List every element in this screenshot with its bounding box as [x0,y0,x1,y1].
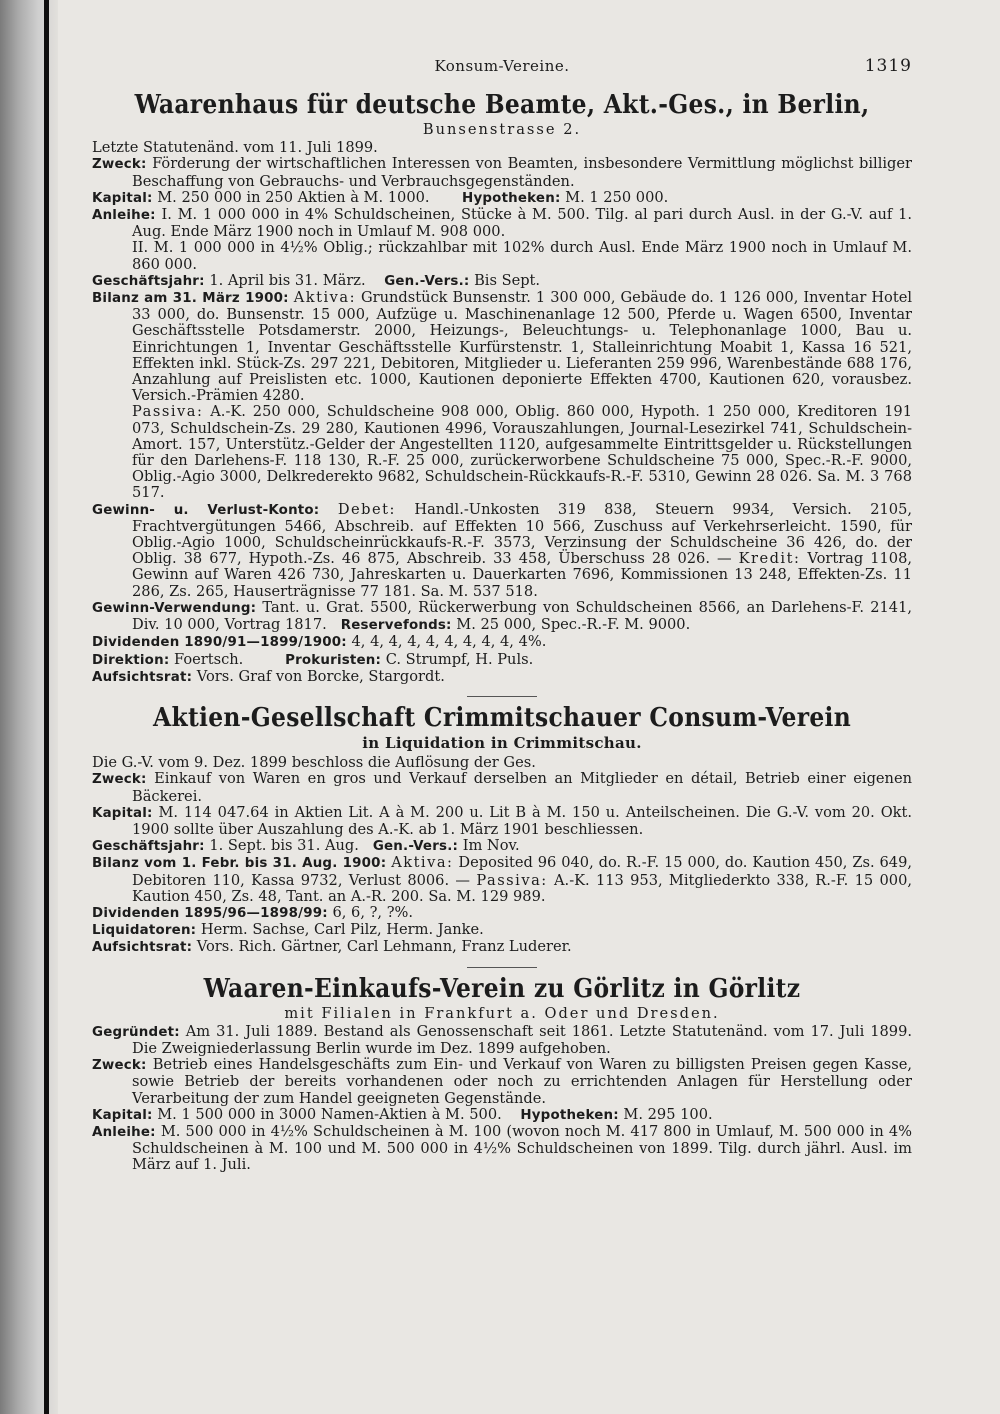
label-liquidatoren: Liquidatoren: [92,923,197,939]
entry-dividenden [92,905,912,922]
label-prokuristen: Prokuristen: [285,652,382,668]
entry-anleihe [92,1124,912,1174]
text-passiva: A.-K. 250 000, Schuldscheine 908 000, Oblig. 860 000, Hypoth. 1 250 000, Kreditoren 191 073, Schuldschein-Zs. 29 280, Kautionen 4996, Vorauszahlungen, Journal-Lesezirkel 741, Schuldschein-Amort. 157, Unterstütz.-Gelder der Angestellten 1120, aufgesammelte Eintrittsgelder u. Rückstellungen für den Darlehens-F. 118 130, R.-F. 25 000, zurückerworbene Schuldscheine 75 000, Spec.-R.-F. 9000, Oblig.-Agio 3000, Delkrederekto 9682, Schuldschein-Rückkaufs-R.-F. 5310, Gewinn 28 026. Sa. M. 3 768 517. [132,403,913,502]
section-subtitle: Bunsenstrasse 2. [422,121,582,138]
entry-liquidatoren [92,922,912,939]
entry-gegruendet [92,1024,912,1057]
page-number: 1319 [864,56,912,76]
text-liquidatoren: Herm. Sachse, Carl Pilz, Herm. Janke. [200,921,484,939]
label-anleihe: Anleihe: [92,208,156,224]
entry-kapital [92,1107,912,1124]
text-zweck: Betrieb eines Handelsgeschäfts zum Ein- und Verkauf von Waren zu billigsten Preisen gegen Kasse, sowie Betrieb der bereits vorhandenen oder noch zu errichtenden Anlagen für Herstellung oder Verarbeitung der zum Handel geeigneten Gegenstände. [132,1056,913,1107]
label-hypotheken: Hypotheken: [520,1107,619,1123]
text-geschaeftsjahr: 1. April bis 31. März. [209,271,366,289]
section-title: Waarenhaus für deutsche Beamte, Akt.-Ges., in Berlin, [134,90,870,120]
text-prokuristen: C. Strumpf, H. Puls. [385,650,534,668]
label-bilanz: Bilanz vom 1. Febr. bis 31. Aug. 1900: [92,856,387,872]
label-passiva: Passiva: [132,403,204,421]
text-aufsichtsrat: Vors. Rich. Gärtner, Carl Lehmann, Franz Luderer. [196,938,572,956]
entry-bilanz-passiva [92,404,912,501]
running-head [92,58,912,84]
label-geschaeftsjahr: Geschäftsjahr: [92,839,205,855]
text-passiva: A.-K. 113 953, Mitgliederkto 338, R.-F. 15 000, Kaution 450, Zs. 48, Tant. an A.-R. 200. Sa. M. 129 989. [132,871,912,905]
section-waarenhaus-berlin [92,90,912,686]
label-passiva: Passiva: [476,871,548,889]
text-hypotheken: M. 1 250 000. [565,188,669,206]
text-genvers: Bis Sept. [474,271,541,289]
text-geschaeftsjahr: 1. Sept. bis 31. Aug. [209,837,359,855]
label-genvers: Gen.-Vers.: [384,273,470,289]
label-dividenden: Dividenden 1895/96—1898/99: [92,905,328,921]
text-aktiva: Deposited 96 040, do. R.-F. 15 000, do. Kaution 450, Zs. 649, Debitoren 110, Kassa 9732, Verlust 8006. — [132,854,913,889]
entry-zweck [92,1057,912,1107]
label-aktiva: Aktiva: [391,854,454,872]
label-verwendung: Gewinn-Verwendung: [92,600,257,616]
text-kapital: M. 114 047.64 in Aktien Lit. A à M. 200 u. Lit B à M. 150 u. Anteilscheinen. Die G.-V. vom 20. Okt. 1900 sollte über Auszahlung des A.-K. ab 1. März 1901 beschliessen. [132,803,913,838]
running-title: Konsum-Vereine. [434,57,570,75]
label-zweck: Zweck: [92,772,147,788]
label-guv: Gewinn- u. Verlust-Konto: [92,502,320,518]
entry-zweck [92,771,912,804]
section-subtitle: in Liquidation in Crimmitschau. [362,733,642,752]
text-hypotheken: M. 295 100. [623,1105,713,1123]
section-crimmitschau [92,703,912,957]
entry-geschaeftsjahr [92,838,912,855]
text-verwendung: Tant. u. Grat. 5500, Rückerwerbung von Schuldscheinen 8566, an Darlehens-F. 2141, Div. 10 000, Vortrag 1817. [132,598,913,634]
entry-aufsichtsrat [92,939,912,956]
label-kapital: Kapital: [92,1107,153,1123]
label-kapital: Kapital: [92,190,153,206]
entry-statutes: Letzte Statutenänd. vom 11. Juli 1899. [92,139,378,157]
binding-edge [44,0,49,1414]
text-zweck: Förderung der wirtschaftlichen Interessen von Beamten, insbesondere Vermittlung möglichst billiger Beschaffung von Gebrauchs- und Verbrauchsgegenständen. [132,155,912,190]
label-genvers: Gen.-Vers.: [372,839,459,855]
text-gegruendet: Am 31. Juli 1889. Bestand als Genossenschaft seit 1861. Letzte Statutenänd. vom 17. Juli 1899. Die Zweigniederlassung Berlin wurde im Dez. 1899 aufgehoben. [132,1022,913,1057]
label-kredit: Kredit: [738,550,801,568]
text-zweck: Einkauf von Waren en gros und Verkauf derselben an Mitglieder en détail, Betrieb einer eigenen Bäckerei. [132,770,912,805]
binding-shadow [0,0,58,1414]
section-subtitle: mit Filialen in Frankfurt a. Oder und Dresden. [284,1004,720,1022]
text-reservefonds: M. 25 000, Spec.-R.-F. M. 9000. [456,616,691,634]
label-aktiva: Aktiva: [293,289,356,307]
label-reservefonds: Reservefonds: [340,618,452,634]
entry-kapital [92,190,912,207]
label-geschaeftsjahr: Geschäftsjahr: [92,273,205,289]
label-hypotheken: Hypotheken: [462,190,561,206]
entry-dividenden [92,634,912,651]
entry-verwendung [92,600,912,634]
text-direktion: Foertsch. [174,650,244,668]
label-direktion: Direktion: [92,652,170,668]
text-aktiva: Grundstück Bunsenstr. 1 300 000, Gebäude do. 1 126 000, Inventar Hotel 33 000, do. Bunsenstr. 15 000, Aufzüge u. Maschinenanlage 12 500, Pferde u. Wagen 6500, Inventar Geschäftsstelle Potsdamerstr. 2000, Heizungs-, Beleuchtungs- u. Telephonanlage 1000, Bau u. Einrichtungen 1, Inventar Geschäftsstelle Kurfürstenstr. 1, Stalleinrichtung Moabit 1, Kassa 16 521, Effekten inkl. Stück-Zs. 297 221, Debitoren, Mitglieder u. Lieferanten 259 996, Warenbestände 688 176, Anzahlung auf Preislisten etc. 1000, Kautionen deponierte Effekten 4700, Kautionen 620, vorausbez. Versich.-Prämien 4280. [132,289,913,405]
section-divider [467,696,537,697]
label-aufsichtsrat: Aufsichtsrat: [92,669,193,685]
entry-geschaeftsjahr [92,273,912,290]
text-anleihe: M. 500 000 in 4½% Schuldscheinen à M. 100 (wovon noch M. 417 800 in Umlauf, M. 500 000 in 4% Schuldscheinen à M. 100 und M. 500 000 in 4½% Schuldscheinen von 1899. Tilg. durch jährl. Ausl. im März auf 1. Juli. [132,1122,912,1174]
section-title: Waaren-Einkaufs-Verein zu Görlitz in Görlitz [203,973,801,1004]
entry-bilanz-aktiva [92,290,912,404]
label-debet: Debet: [337,500,396,518]
label-dividenden: Dividenden 1890/91—1899/1900: [92,635,347,651]
entry-intro: Die G.-V. vom 9. Dez. 1899 beschloss die Auflösung der Ges. [92,754,536,772]
entry-kapital [92,805,912,838]
text-kapital: M. 1 500 000 in 3000 Namen-Aktien à M. 500. [157,1105,502,1123]
label-bilanz: Bilanz am 31. März 1900: [92,291,289,307]
entry-zweck [92,156,912,189]
label-anleihe: Anleihe: [92,1124,156,1140]
label-zweck: Zweck: [92,1058,147,1074]
text-kredit: Vortrag 1108, Gewinn auf Waren 426 730, Jahreskarten u. Dauerkarten 7696, Kommissionen 13 248, Effekten-Zs. 11 286, Zs. 265, Hauserträgnisse 77 181. Sa. M. 537 518. [132,550,912,600]
label-kapital: Kapital: [92,805,153,821]
text-aufsichtsrat: Vors. Graf von Borcke, Stargordt. [196,667,445,685]
text-genvers: Im Nov. [462,837,520,855]
section-divider [467,967,537,968]
entry-bilanz [92,855,912,905]
section-title: Aktien-Gesellschaft Crimmitschauer Consum-Verein [152,702,852,733]
label-gegruendet: Gegründet: [92,1024,180,1040]
entry-direktion [92,652,912,669]
entry-aufsichtsrat [92,669,912,686]
text-kapital: M. 250 000 in 250 Aktien à M. 1000. [157,188,430,206]
entry-anleihe-2: II. M. 1 000 000 in 4½% Oblig.; rückzahlbar mit 102% durch Ausl. Ende März 1900 noch in Umlauf M. 860 000. [132,239,912,273]
label-zweck: Zweck: [92,157,147,173]
text-dividenden: 4, 4, 4, 4, 4, 4, 4, 4, 4, 4%. [351,633,547,651]
entry-anleihe [92,207,912,240]
text-anleihe-1: I. M. 1 000 000 in 4% Schuldscheinen, Stücke à M. 500. Tilg. al pari durch Ausl. in der G.-V. auf 1. Aug. Ende März 1900 noch in Umlauf M. 908 000. [132,206,912,241]
page [92,58,912,1178]
text-dividenden: 6, 6, ?, ?%. [332,903,414,921]
section-goerlitz [92,974,912,1174]
label-aufsichtsrat: Aufsichtsrat: [92,940,193,956]
text-debet: Handl.-Unkosten 319 838, Steuern 9934, Versich. 2105, Frachtvergütungen 5466, Abschreib. auf Effekten 10 566, Zuschuss auf Verkehrserleicht. 1590, für Oblig.-Agio 1000, Schuldscheinrückkaufs-R.-F. 3573, Verzinsung der Schuldscheine 36 426, do. der Oblig. 38 677, Hypoth.-Zs. 46 875, Abschreib. 33 458, Überschuss 28 026. — [132,500,913,568]
entry-guv [92,502,912,600]
